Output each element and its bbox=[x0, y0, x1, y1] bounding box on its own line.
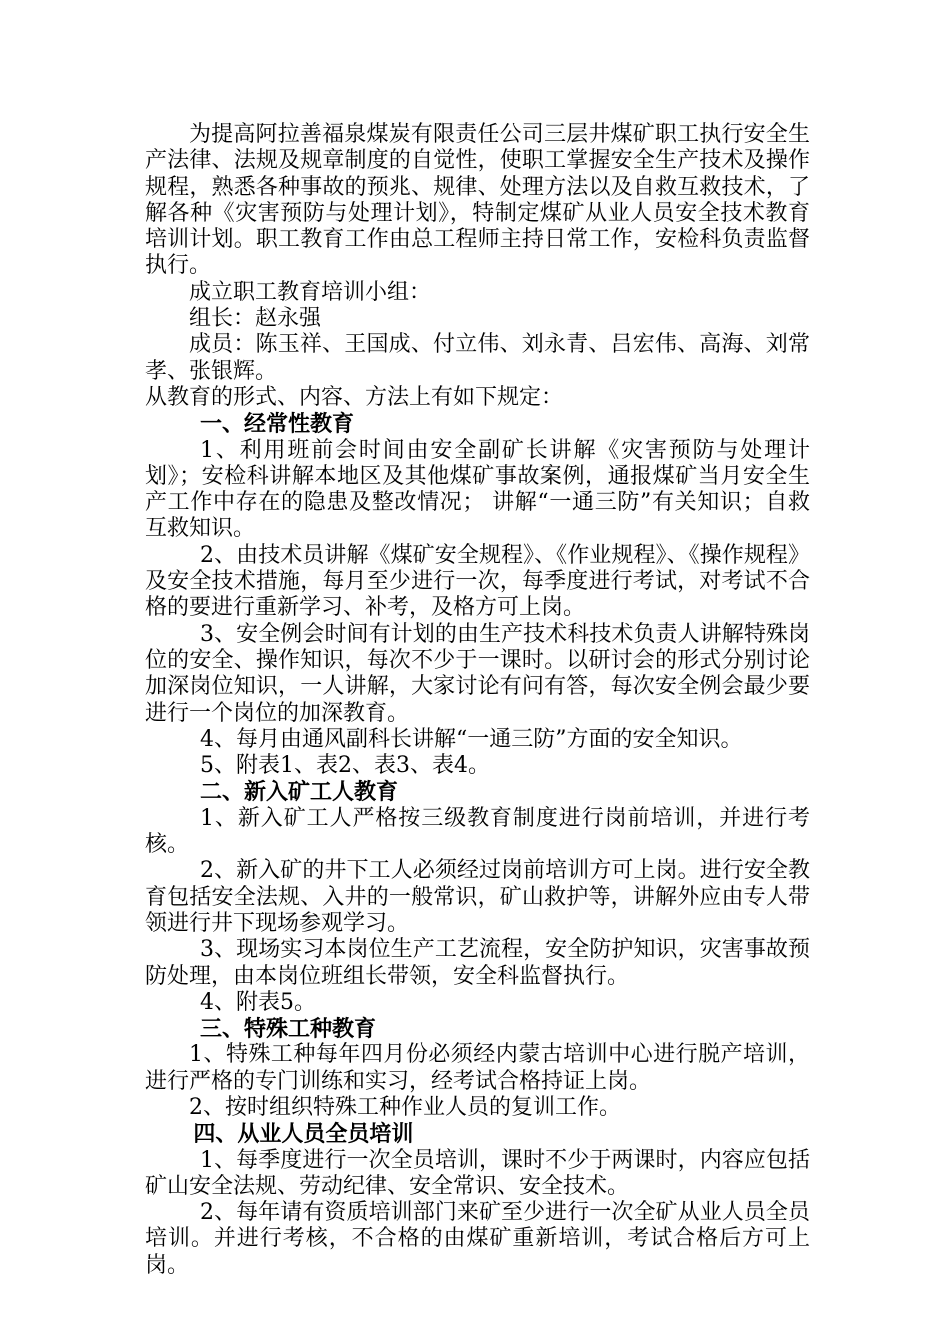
section1-item4: 4、每月由通风副科长讲解“一通三防”方面的安全知识。 bbox=[200, 726, 743, 752]
section2-item2: 2、新入矿的井下工人必须经过岗前培训方可上岗。进行安全教育包括安全法规、入井的一般常识，矿山救护等，讲解外应由专人带领进行井下现场参观学习。 bbox=[145, 858, 810, 936]
section3-item1: 1、特殊工种每年四月份必须经内蒙古培训中心进行脱产培训，进行严格的专门训练和实习，经考试合格持证上岗。 bbox=[145, 1042, 810, 1094]
rules-intro: 从教育的形式、内容、方法上有如下规定： bbox=[145, 384, 564, 410]
section-heading-new-worker-education: 二、新入矿工人教育 bbox=[200, 779, 399, 806]
section1-item1: 1、利用班前会时间由安全副矿长讲解《灾害预防与处理计划》；安检科讲解本地区及其他煤矿事故案例，通报煤矿当月安全生产工作中存在的隐患及整改情况； 讲解“一通三防”有关知识；自救互救知识。 bbox=[145, 437, 810, 542]
section-heading-special-work-education: 三、特殊工种教育 bbox=[200, 1016, 377, 1043]
section1-item2: 2、由技术员讲解《煤矿安全规程》、《作业规程》、《操作规程》及安全技术措施，每月至少进行一次，每季度进行考试，对考试不合格的要进行重新学习、补考，及格方可上岗。 bbox=[145, 542, 810, 621]
intro-paragraph: 为提高阿拉善福泉煤炭有限责任公司三层井煤矿职工执行安全生产法律、法规及规章制度的自觉性，使职工掌握安全生产技术及操作规程，熟悉各种事故的预兆、规律、处理方法以及自救互救技术，了解各种《灾害预防与处理计划》，特制定煤矿从业人员安全技术教育培训计划。职工教育工作由总工程师主持日常工作，安检科负责监督执行。 bbox=[145, 122, 810, 279]
section3-item2: 2、按时组织特殊工种作业人员的复训工作。 bbox=[189, 1094, 621, 1120]
section1-item3: 3、安全例会时间有计划的由生产技术科技术负责人讲解特殊岗位的安全、操作知识，每次不少于一课时。以研讨会的形式分别讨论加深岗位知识，一人讲解，大家讨论有问有答，每次安全例会最少要进行一个岗位的加深教育。 bbox=[145, 621, 810, 726]
section-heading-regular-education: 一、经常性教育 bbox=[200, 411, 355, 438]
section2-item3: 3、现场实习本岗位生产工艺流程，安全防护知识，灾害事故预防处理，由本岗位班组长带领，安全科监督执行。 bbox=[145, 937, 810, 989]
section2-item1: 1、新入矿工人严格按三级教育制度进行岗前培训，并进行考核。 bbox=[145, 805, 810, 858]
section4-item1: 1、每季度进行一次全员培训，课时不少于两课时，内容应包括矿山安全法规、劳动纪律、安全常识、安全技术。 bbox=[145, 1147, 810, 1199]
group-leader: 组长：赵永强 bbox=[189, 306, 322, 332]
group-members: 成员：陈玉祥、王国成、付立伟、刘永青、吕宏伟、高海、刘常孝、张银辉。 bbox=[145, 332, 810, 384]
section-heading-all-staff-training: 四、从业人员全员培训 bbox=[193, 1121, 414, 1148]
document-page bbox=[145, 122, 810, 1279]
section1-item5: 5、附表1、表2、表3、表4。 bbox=[200, 753, 490, 779]
section4-item2: 2、每年请有资质培训部门来矿至少进行一次全矿从业人员全员培训。并进行考核，不合格的由煤矿重新培训，考试合格后方可上岗。 bbox=[145, 1200, 810, 1278]
section2-item4: 4、附表5。 bbox=[200, 989, 316, 1015]
group-title: 成立职工教育培训小组： bbox=[189, 279, 432, 305]
